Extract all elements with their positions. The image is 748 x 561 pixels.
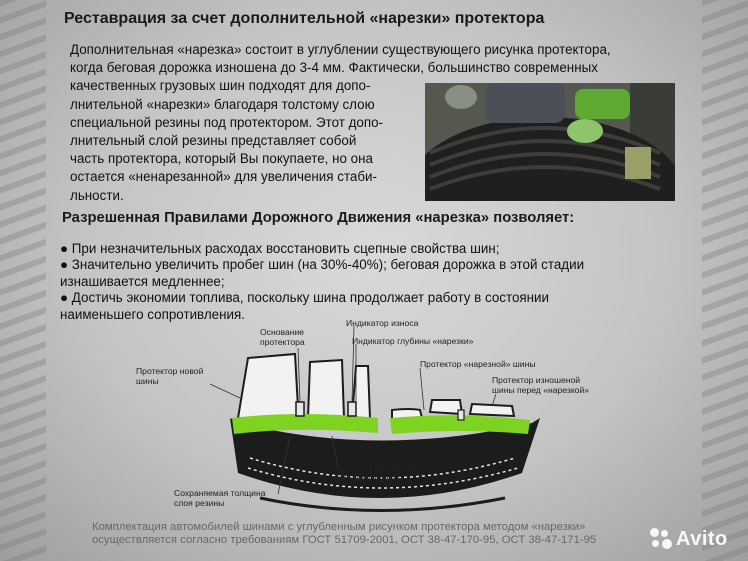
intro-line: специальной резины под протектором. Этот допо- (70, 114, 384, 130)
footer-line: Комплектация автомобилей шинами с углубленным рисунком протектора методом «нарезки» (92, 521, 586, 533)
list-item: ● Достичь экономии топлива, поскольку шина продолжает работу в состоянии (60, 290, 550, 306)
label-line: слоя резины (174, 498, 225, 508)
label-cut-thickness (332, 463, 420, 483)
label-new-tread (136, 366, 203, 386)
label-line: Протектор новой (136, 366, 204, 376)
tread-pattern-right (702, 0, 748, 561)
depth-indicator-shape (348, 402, 356, 416)
wear-indicator-shape (296, 402, 304, 416)
page-title: Реставрация за счет дополнительной «нарезки» протектора (64, 10, 545, 27)
list-item: ● При незначительных расходах восстановить сцепные свойства шин; (60, 241, 500, 256)
tire-regrooving-photo (425, 83, 675, 201)
intro-line: когда беговая дорожка изношена до 3-4 мм. Фактически, большинство современных (70, 60, 598, 76)
label-cut-tread: Протектор «нарезной» шины (420, 359, 536, 369)
tread-pattern-left (0, 0, 46, 561)
label-kept-thickness (174, 488, 266, 508)
footer-note (92, 521, 672, 547)
avito-logo-icon (650, 528, 672, 550)
label-wear-indicator: Индикатор износа (346, 318, 419, 328)
label-line: шины перед «нарезкой» (492, 385, 590, 395)
label-line: Сохраняемая толщина (174, 488, 266, 498)
list-item: ● Значительно увеличить пробег шин (на 30%-40%); беговая дорожка в этой стадии (60, 257, 585, 273)
label-line: Основание (260, 327, 305, 337)
benefits-list (60, 241, 700, 323)
label-line: для «нарезания» (332, 473, 401, 483)
intro-line: часть протектора, который Вы покупаете, но она (70, 151, 373, 167)
footer-line: осуществляется согласно требованиям ГОСТ 51709-2001, ОСТ 38-47-170-95, ОСТ 38-47-171-95 (92, 534, 597, 546)
list-item: наименьшего сопротивления. (60, 306, 245, 322)
label-worn-tread (492, 375, 589, 395)
intro-line: лнительный слой резины представляет собой (70, 133, 357, 149)
intro-line: остается «ненарезанной» для увеличения стаби- (70, 169, 377, 185)
label-tread-base (260, 327, 305, 347)
avito-watermark (650, 524, 742, 554)
label-line: Протектор изношеной (492, 375, 581, 385)
section-subtitle: Разрешенная Правилами Дорожного Движения «нарезка» позволяет: (62, 210, 575, 226)
new-tread-block (238, 354, 302, 418)
label-line: шины (136, 376, 159, 386)
intro-line: Дополнительная «нарезка» состоит в углублении существующего рисунка протектора, (70, 42, 611, 57)
list-item: изнашивается медленнее; (60, 273, 225, 289)
intro-line: лнительной «нарезки» благодаря толстому слою (70, 96, 375, 112)
tread-cross-section-diagram (120, 318, 680, 518)
avito-wordmark: Avito (676, 527, 728, 550)
intro-line: льности. (70, 187, 124, 203)
label-depth-indicator: Индикатор глубины «нарезки» (352, 336, 474, 346)
label-line: Толщина слоя резины (332, 463, 421, 473)
label-line: протектора (260, 337, 305, 347)
intro-line: качественных грузовых шин подходят для допо- (70, 78, 371, 94)
rubber-layer-green (232, 414, 378, 434)
tire-photo-illustration (425, 83, 675, 201)
